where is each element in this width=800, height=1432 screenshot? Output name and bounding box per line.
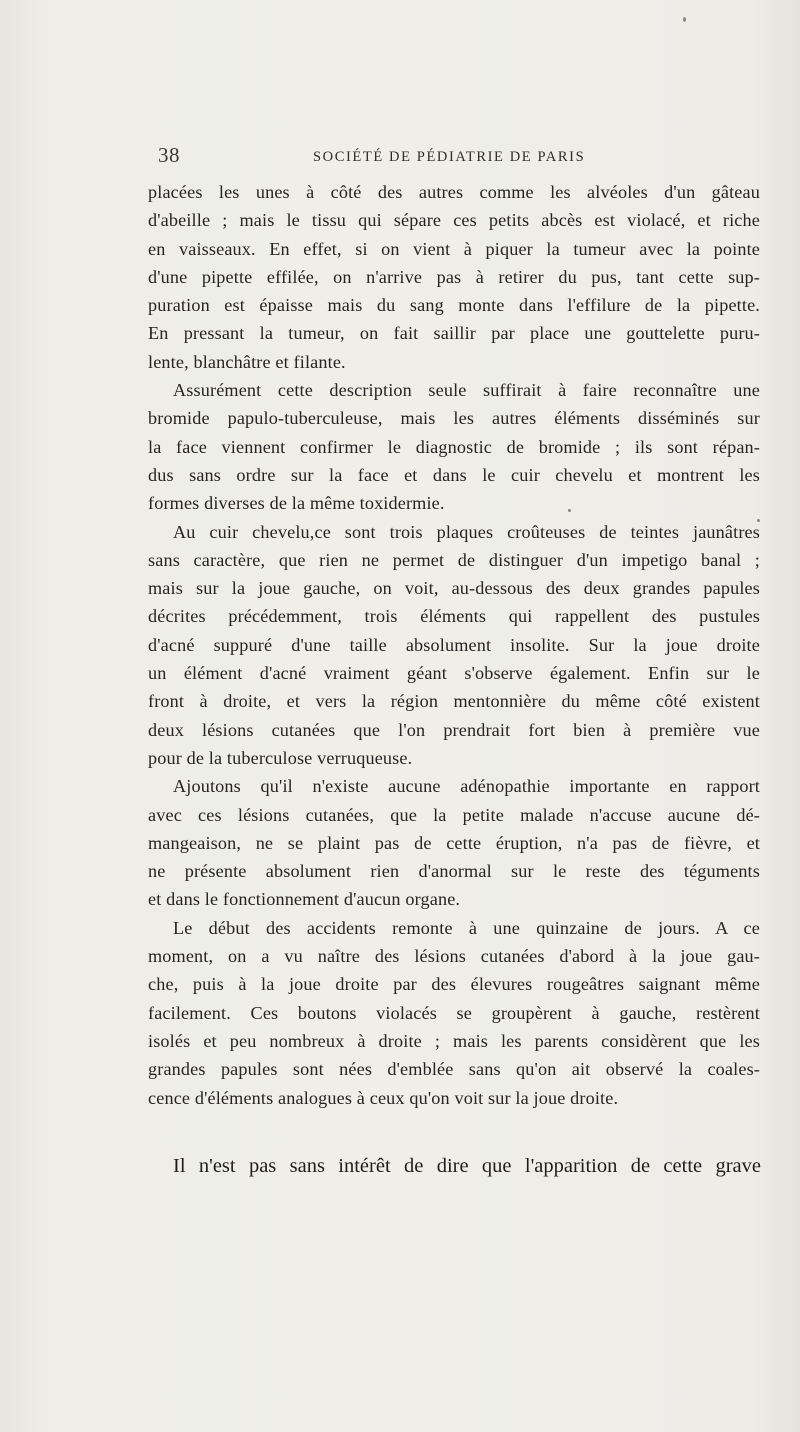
- text-line: d'une pipette effilée, on n'arrive pas à retirer du pus, tant cette sup-: [148, 266, 760, 287]
- text-line: sans caractère, que rien ne permet de distinguer d'un impetigo banal ;: [148, 549, 760, 570]
- paragraph-start-line: Le début des accidents remonte à une quinzaine de jours. A ce: [173, 917, 760, 938]
- text-line: mais sur la joue gauche, on voit, au-dessous des deux grandes papules: [148, 578, 760, 599]
- page-number: 38: [158, 143, 180, 167]
- paragraph-start-line: Au cuir chevelu,ce sont trois plaques croûteuses de teintes jaunâtres: [173, 521, 760, 542]
- text-line: formes diverses de la même toxidermie.: [148, 493, 445, 514]
- text-line: grandes papules sont nées d'emblée sans qu'on ait observé la coales-: [148, 1059, 760, 1080]
- paragraph-start-line: Ajoutons qu'il n'existe aucune adénopathie importante en rapport: [173, 776, 760, 797]
- text-line: cence d'éléments analogues à ceux qu'on voit sur la joue droite.: [148, 1087, 619, 1108]
- text-line: che, puis à la joue droite par des élevures rougeâtres saignant même: [148, 974, 760, 995]
- paper-speck: [568, 509, 571, 512]
- text-line: mangeaison, ne se plaint pas de cette éruption, n'a pas de fièvre, et: [148, 832, 760, 853]
- text-line: d'abeille ; mais le tissu qui sépare ces petits abcès est violacé, et riche: [148, 210, 760, 231]
- final-paragraph-line: Il n'est pas sans intérêt de dire que l'apparition de cette grave: [173, 1155, 761, 1177]
- text-line: dus sans ordre sur la face et dans le cuir chevelu et montrent les: [148, 464, 760, 485]
- text-line: et dans le fonctionnement d'aucun organe.: [148, 889, 461, 910]
- text-line: placées les unes à côté des autres comme les alvéoles d'un gâteau: [148, 182, 760, 202]
- paper-speck: [683, 17, 686, 22]
- running-title: SOCIÉTÉ DE PÉDIATRIE DE PARIS: [313, 149, 586, 165]
- text-line: avec ces lésions cutanées, que la petite malade n'accuse aucune dé-: [148, 804, 760, 825]
- text-line: en vaisseaux. En effet, si on vient à piquer la tumeur avec la pointe: [148, 238, 760, 259]
- text-line: ne présente absolument rien d'anormal sur le reste des téguments: [148, 861, 760, 882]
- text-line: lente, blanchâtre et filante.: [148, 351, 346, 372]
- text-line: En pressant la tumeur, on fait saillir par place une gouttelette puru-: [148, 323, 760, 344]
- body-text: [148, 178, 760, 1112]
- text-line: décrites précédemment, trois éléments qui rappellent des pustules: [148, 606, 760, 627]
- text-line: la face viennent confirmer le diagnostic de bromide ; ils sont répan-: [148, 436, 760, 457]
- text-line: un élément d'acné vraiment géant s'observe également. Enfin sur le: [148, 663, 760, 684]
- paragraph-start-line: Assurément cette description seule suffirait à faire reconnaître une: [173, 380, 760, 401]
- paper-speck: [757, 519, 760, 522]
- text-line: front à droite, et vers la région mentonnière du même côté existent: [148, 691, 760, 712]
- text-line: pour de la tuberculose verruqueuse.: [148, 747, 413, 768]
- text-line: isolés et peu nombreux à droite ; mais les parents considèrent que les: [148, 1030, 760, 1051]
- text-line: facilement. Ces boutons violacés se groupèrent à gauche, restèrent: [148, 1002, 760, 1023]
- text-line: moment, on a vu naître des lésions cutanées d'abord à la joue gau-: [148, 946, 760, 967]
- text-line: d'acné suppuré d'une taille absolument insolite. Sur la joue droite: [148, 634, 760, 655]
- text-line: puration est épaisse mais du sang monte dans l'effilure de la pipette.: [148, 295, 760, 316]
- running-head: [0, 143, 800, 173]
- text-line: deux lésions cutanées que l'on prendrait fort bien à première vue: [148, 719, 760, 740]
- text-line: bromide papulo-tuberculeuse, mais les autres éléments disséminés sur: [148, 408, 760, 429]
